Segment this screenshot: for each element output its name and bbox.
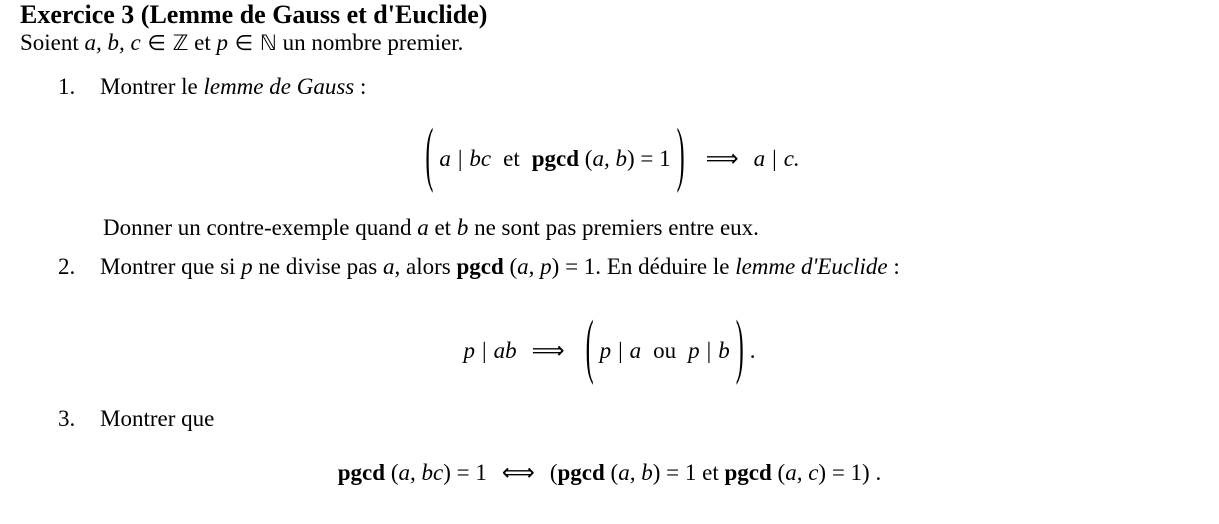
math-args: a, b [618, 460, 653, 485]
item-number: 3. [58, 406, 76, 431]
word-et: et [696, 460, 725, 485]
math-var-bc: bc [469, 146, 492, 171]
intro-text: un nombre premier. [276, 30, 464, 55]
iff-arrow: ⟺ [501, 460, 535, 486]
close-paren-equals: ) = 1. [551, 254, 602, 279]
item-text: , alors [394, 254, 457, 279]
big-open-paren: ( [425, 117, 434, 196]
naturals-symbol: ℕ [259, 30, 277, 55]
math-var-a: a [753, 146, 766, 171]
big-close-paren: ) [735, 309, 744, 388]
paragraph-text: Donner un contre-exemple quand [103, 215, 418, 240]
implies-arrow: ⟹ [705, 146, 739, 172]
equation-gauss-lemma [0, 118, 1219, 200]
math-vars-abc: a, b, c [84, 30, 141, 55]
open-paren: ( [390, 460, 399, 485]
exercise-title: Exercice 3 (Lemme de Gauss et d'Euclide) [20, 0, 488, 29]
item-text: : [354, 74, 367, 99]
pgcd-operator: pgcd [724, 460, 778, 485]
math-var-p: p [216, 30, 229, 55]
divides-bar: | [706, 338, 712, 363]
item-text: Montrer que [100, 406, 215, 431]
emphasized-lemma-name: lemme de Gauss [203, 74, 355, 99]
close-paren-equals: ) = 1 [626, 146, 671, 171]
open-paren: ( [777, 460, 786, 485]
paragraph-text: et [428, 215, 457, 240]
close-paren-equals: ) = 1 [443, 460, 487, 485]
math-args: a, bc [398, 460, 444, 485]
big-open-paren: ( [585, 309, 594, 388]
intro-line [20, 31, 463, 54]
equation-euclide-lemma [0, 308, 1219, 394]
math-var-b: b [718, 338, 730, 363]
math-var-a: a [417, 215, 429, 240]
close-paren-equals: ) = 1 [652, 460, 697, 485]
word-ou: ou [653, 338, 677, 363]
math-var-p: p [599, 338, 612, 363]
math-var-a: a [439, 146, 451, 171]
math-var-p: p [241, 254, 253, 279]
element-of-symbol: ∈ [140, 30, 173, 55]
divides-bar: | [772, 146, 777, 171]
math-var-a: a [382, 254, 395, 279]
integers-symbol: ℤ [172, 30, 189, 55]
math-args: a, c [785, 460, 819, 485]
divides-bar: | [481, 338, 487, 363]
pgcd-operator: pgcd [456, 254, 510, 279]
math-var-c: c. [783, 146, 800, 171]
open-paren: ( [509, 254, 518, 279]
pgcd-operator: pgcd [557, 460, 611, 485]
list-item-3 [58, 407, 214, 430]
item-text: En déduire le [601, 254, 736, 279]
implies-arrow: ⟹ [531, 338, 565, 364]
item-text: Montrer le [100, 74, 204, 99]
intro-text: et [188, 30, 217, 55]
math-var-p: p [688, 338, 700, 363]
element-of-symbol: ∈ [228, 30, 260, 55]
emphasized-lemma-name: lemme d'Euclide [735, 254, 888, 279]
item-1-continuation [103, 216, 759, 239]
math-args: a, p [517, 254, 552, 279]
paragraph-text: ne sont pas premiers entre eux. [468, 215, 759, 240]
open-paren: ( [549, 460, 558, 485]
list-item-1 [58, 75, 366, 98]
period: . [749, 338, 756, 363]
math-var-b: b [456, 215, 469, 240]
math-var-p: p [463, 338, 475, 363]
item-number: 1. [58, 74, 76, 99]
math-var-ab: ab [493, 338, 517, 363]
list-item-2 [58, 255, 900, 278]
divides-bar: | [457, 146, 463, 171]
math-var-a: a [629, 338, 642, 363]
item-number: 2. [58, 254, 76, 279]
equation-pgcd-equivalence [0, 452, 1219, 494]
open-paren: ( [584, 146, 593, 171]
item-text: Montrer que si [100, 254, 242, 279]
item-text: ne divise pas [252, 254, 383, 279]
pgcd-operator: pgcd [337, 460, 391, 485]
big-close-paren: ) [676, 117, 685, 196]
item-text: : [887, 254, 900, 279]
math-args: a, b [592, 146, 627, 171]
word-et: et [503, 146, 520, 171]
close-paren-period: ) . [862, 460, 882, 485]
open-paren: ( [610, 460, 619, 485]
close-paren-equals: ) = 1 [818, 460, 863, 485]
pgcd-operator: pgcd [531, 146, 585, 171]
divides-bar: | [618, 338, 623, 363]
intro-text: Soient [20, 30, 85, 55]
